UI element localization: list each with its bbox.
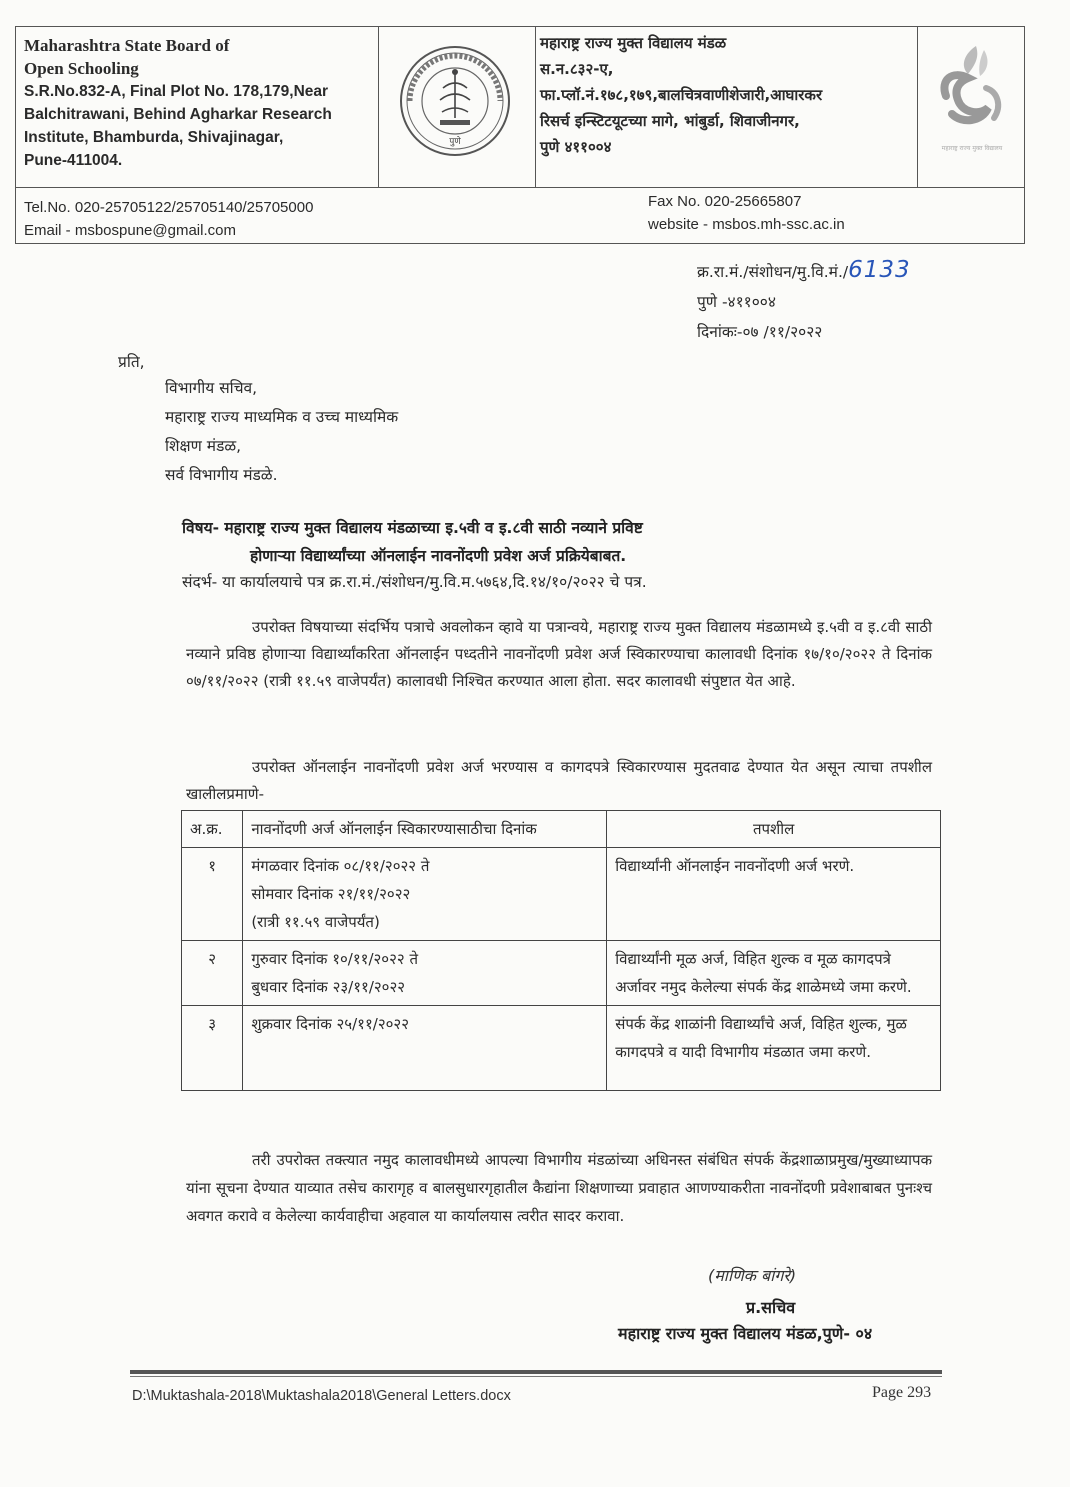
cell-sr: १: [182, 848, 243, 941]
body-paragraph-3: तरी उपरोक्त तक्त्यात नमुद कालावधीमध्ये आपल्या विभागीय मंडळांच्या अधिनस्त संबंधित संपर्क केंद्रशाळाप्रमुख/मुख्याध्यापक यांना सूचना देण्यात याव्यात तसेच कारागृह व बालसुधारगृहातील कैद्यांना शिक्षणाच्या प्रवाहात आणण्याकरीता नावनोंदणी प्रवेशाबाबत पुनःश्च अवगत करावे व केलेल्या कार्यवाहीचा अहवाल या कार्यालयास त्वरीत सादर करावा.: [186, 1151, 932, 1225]
marathi-address-line: स.न.८३२-ए,: [540, 60, 614, 78]
cell-detail: विद्यार्थ्यांनी मूळ अर्ज, विहित शुल्क व मूळ कागदपत्रे अर्जावर नमुद केलेल्या संपर्क केंद्र शाळेमध्ये जमा करणे.: [607, 941, 941, 1006]
board-name-line1: Maharashtra State Board of: [24, 36, 230, 55]
cell-detail: संपर्क केंद्र शाळांनी विद्यार्थ्यांचे अर्ज, विहित शुल्क, मुळ कागदपत्रे व यादी विभागीय मंडळात जमा करणे.: [607, 1006, 941, 1091]
table-header-row: [182, 811, 941, 848]
marathi-address-line: रिसर्च इन्स्टिटयूटच्या मागे, भांबुर्डा, शिवाजीनगर,: [540, 112, 800, 130]
footer-rule: [130, 1370, 942, 1374]
board-logo-icon: [924, 36, 1020, 156]
email: Email - msbospune@gmail.com: [24, 222, 236, 239]
cell-detail: विद्यार्थ्यांनी ऑनलाईन नावनोंदणी अर्ज भरणे.: [607, 848, 941, 941]
cell-date: मंगळवार दिनांक ०८/११/२०२२ ते सोमवार दिनांक २१/११/२०२२ (रात्री ११.५९ वाजेपर्यंत): [243, 848, 607, 941]
subject-line2: होणाऱ्या विद्यार्थ्यांच्या ऑनलाईन नावनोंदणी प्रवेश अर्ज प्रक्रियेबाबत.: [250, 547, 627, 565]
cell-sr: २: [182, 941, 243, 1006]
reference-number: क्र.रा.मं./संशोधन/मु.वि.मं./6133: [697, 257, 911, 283]
addressee-line: सर्व विभागीय मंडळे.: [165, 466, 278, 484]
table-row: [182, 941, 941, 1006]
marathi-address-line: पुणे ४११००४: [540, 138, 612, 156]
fax: Fax No. 020-25665807: [648, 193, 802, 210]
reference-note: संदर्भ- या कार्यालयाचे पत्र क्र.रा.मं./संशोधन/मु.वि.म.५७६४,दि.१४/१०/२०२२ चे पत्र.: [182, 573, 647, 591]
salutation: प्रति,: [118, 353, 145, 371]
address-line: Balchitrawani, Behind Agharkar Research: [24, 106, 332, 123]
header-date: नावनोंदणी अर्ज ऑनलाईन स्विकारण्यासाठीचा दिनांक: [243, 811, 607, 848]
addressee-line: महाराष्ट्र राज्य माध्यमिक व उच्च माध्यमिक: [165, 408, 399, 426]
seal-text: पुणे: [449, 137, 461, 147]
reference-date: दिनांकः-०७ /११/२०२२: [697, 323, 823, 341]
handwritten-number: 6133: [848, 257, 911, 283]
contact-left: [24, 196, 313, 242]
addressee-block: [165, 374, 398, 490]
footer-rule-thin: [130, 1376, 942, 1377]
address-line: Pune-411004.: [24, 152, 123, 169]
schedule-table: [181, 810, 941, 1091]
file-path: D:\Muktashala-2018\Muktashala2018\General Letters.docx: [132, 1388, 511, 1404]
table-row: [182, 1006, 941, 1091]
address-line: Institute, Bhamburda, Shivajinagar,: [24, 129, 284, 146]
marathi-board-name: महाराष्ट्र राज्य मुक्त विद्यालय मंडळ: [540, 34, 727, 52]
cell-date: शुक्रवार दिनांक २५/११/२०२२: [243, 1006, 607, 1091]
body-paragraph-1: उपरोक्त विषयाच्या संदर्भिय पत्राचे अवलोकन व्हावे या पत्रान्वये, महाराष्ट्र राज्य मुक्त विद्यालय मंडळामध्ये इ.५वी व इ.८वी साठी नव्याने प्रविष्ठ होणाऱ्या विद्यार्थ्यांकरिता ऑनलाईन पध्दतीने नावनोंदणी प्रवेश अर्ज स्विकारण्याचा कालावधी दिनांक १७/१०/२०२२ ते दिनांक ०७/११/२०२२ (रात्री ११.५९ वाजेपर्यंत) कालावधी निश्चित करण्यात आला होता. सदर कालावधी संपुष्टात येत आहे.: [186, 618, 932, 690]
cell-sr: ३: [182, 1006, 243, 1091]
marathi-address-line: फा.प्लॉ.नं.१७८,१७९,बालचित्रवाणीशेजारी,आघारकर: [540, 86, 823, 104]
logo-caption: महाराष्ट्र राज्य मुक्त विद्यालय: [941, 145, 1003, 152]
board-name-line2: Open Schooling: [24, 59, 139, 78]
header-sr: अ.क्र.: [182, 811, 243, 848]
page-number: Page 293: [872, 1384, 932, 1401]
table-row: [182, 848, 941, 941]
signature-organisation: महाराष्ट्र राज्य मुक्त विद्यालय मंडळ,पुणे- ०४: [618, 1324, 873, 1343]
english-address: [24, 34, 369, 172]
addressee-line: विभागीय सचिव,: [165, 379, 258, 397]
cell-date: गुरुवार दिनांक १०/११/२०२२ ते बुधवार दिनांक २३/११/२०२२: [243, 941, 607, 1006]
subject-line1: विषय- महाराष्ट्र राज्य मुक्त विद्यालय मंडळाच्या इ.५वी व इ.८वी साठी नव्याने प्रविष्ट: [182, 519, 643, 537]
signature-name: (माणिक बांगरे): [708, 1266, 797, 1285]
marathi-address: [540, 30, 920, 160]
address-line: S.R.No.832-A, Final Plot No. 178,179,Near: [24, 83, 329, 100]
signature-post: प्र.सचिव: [746, 1298, 796, 1317]
website: website - msbos.mh-ssc.ac.in: [648, 216, 845, 233]
reference-place: पुणे -४११००४: [697, 293, 776, 311]
contact-right: [648, 190, 845, 236]
telephone: Tel.No. 020-25705122/25705140/25705000: [24, 199, 314, 216]
body-paragraph-2: उपरोक्त ऑनलाईन नावनोंदणी प्रवेश अर्ज भरण्यास व कागदपत्रे स्विकारण्यास मुदतवाढ देण्यात येत असून त्याचा तपशील खालीलप्रमाणे-: [186, 758, 932, 803]
reference-block: [697, 255, 911, 347]
addressee-line: शिक्षण मंडळ,: [165, 437, 242, 455]
header-detail: तपशील: [607, 811, 941, 848]
board-seal-icon: [398, 44, 512, 158]
subject: [182, 514, 643, 570]
